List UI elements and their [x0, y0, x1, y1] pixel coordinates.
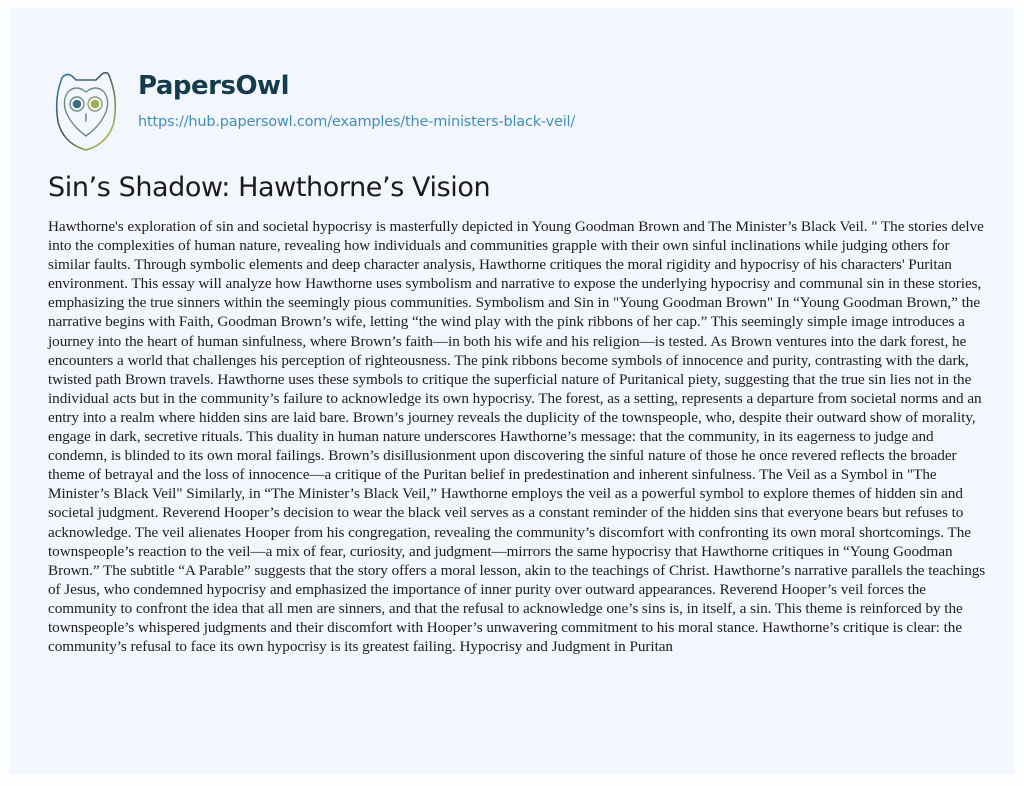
brand-header	[48, 64, 575, 160]
brand-name: PapersOwl	[138, 71, 289, 101]
article-body: Hawthorne's exploration of sin and societal hypocrisy is masterfully depicted in Young Goodman Brown and The Minister’s Black Veil. " The stories delve into the complexities of human nature, revealing how individuals and communities grapple with their own sinful inclinations while judging others for similar faults. Through symbolic elements and deep character analysis, Hawthorne critiques the moral rigidity and hypocrisy of his characters' Puritan environment. This essay will analyze how Hawthorne uses symbolism and narrative to expose the underlying hypocrisy and communal sin in these stories, emphasizing the true sinners within the seemingly pious communities. Symbolism and Sin in "Young Goodman Brown" In “Young Goodman Brown,” the narrative begins with Faith, Goodman Brown’s wife, letting “the wind play with the pink ribbons of her cap.” This seemingly simple image introduces a journey into the heart of human sinfulness, where Brown’s faith—in both his wife and his religion—is tested. As Brown ventures into the dark forest, he encounters a world that challenges his perception of righteousness. The pink ribbons become symbols of innocence and purity, contrasting with the dark, twisted path Brown travels. Hawthorne uses these symbols to critique the superficial nature of Puritanical piety, suggesting that the true sin lies not in the individual acts but in the community’s failure to acknowledge its own hypocrisy. The forest, as a setting, represents a departure from societal norms and an entry into a realm where hidden sins are laid bare. Brown’s journey reveals the duplicity of the townspeople, who, despite their outward show of morality, engage in dark, secretive rituals. This duality in human nature underscores Hawthorne’s message: that the community, in its eagerness to judge and condemn, is blinded to its own moral failings. Brown’s disillusionment upon discovering the sinful nature of those he once revered reflects the broader theme of betrayal and the loss of innocence—a critique of the Puritan belief in predestination and inherent sinfulness. The Veil as a Symbol in "The Minister’s Black Veil" Similarly, in “The Minister’s Black Veil,” Hawthorne employs the veil as a powerful symbol to explore themes of hidden sin and societal judgment. Reverend Hooper’s decision to wear the black veil serves as a constant reminder of the hidden sins that everyone bears but refuses to acknowledge. The veil alienates Hooper from his congregation, revealing the community’s discomfort with confronting its own moral shortcomings. The townspeople’s reaction to the veil—a mix of fear, curiosity, and judgment—mirrors the same hypocrisy that Hawthorne critiques in “Young Goodman Brown.” The subtitle “A Parable” suggests that the story offers a moral lesson, akin to the teachings of Christ. Hawthorne’s narrative parallels the teachings of Jesus, who condemned hypocrisy and emphasized the importance of inner purity over outward appearances. Reverend Hooper’s veil forces the community to confront the idea that all men are sinners, and that the refusal to acknowledge one’s sins is, in itself, a sin. This theme is reinforced by the townspeople’s whispered judgments and their discomfort with Hooper’s unwavering commitment to his moral stance. Hawthorne’s critique is clear: the community’s refusal to face its own hypocrisy is its greatest failing. Hypocrisy and Judgment in Puritan	[48, 218, 986, 656]
page-title: Sin’s Shadow: Hawthorne’s Vision	[48, 172, 491, 203]
source-url-link[interactable]: https://hub.papersowl.com/examples/the-ministers-black-veil/	[138, 114, 576, 130]
owl-logo-icon	[48, 64, 124, 154]
